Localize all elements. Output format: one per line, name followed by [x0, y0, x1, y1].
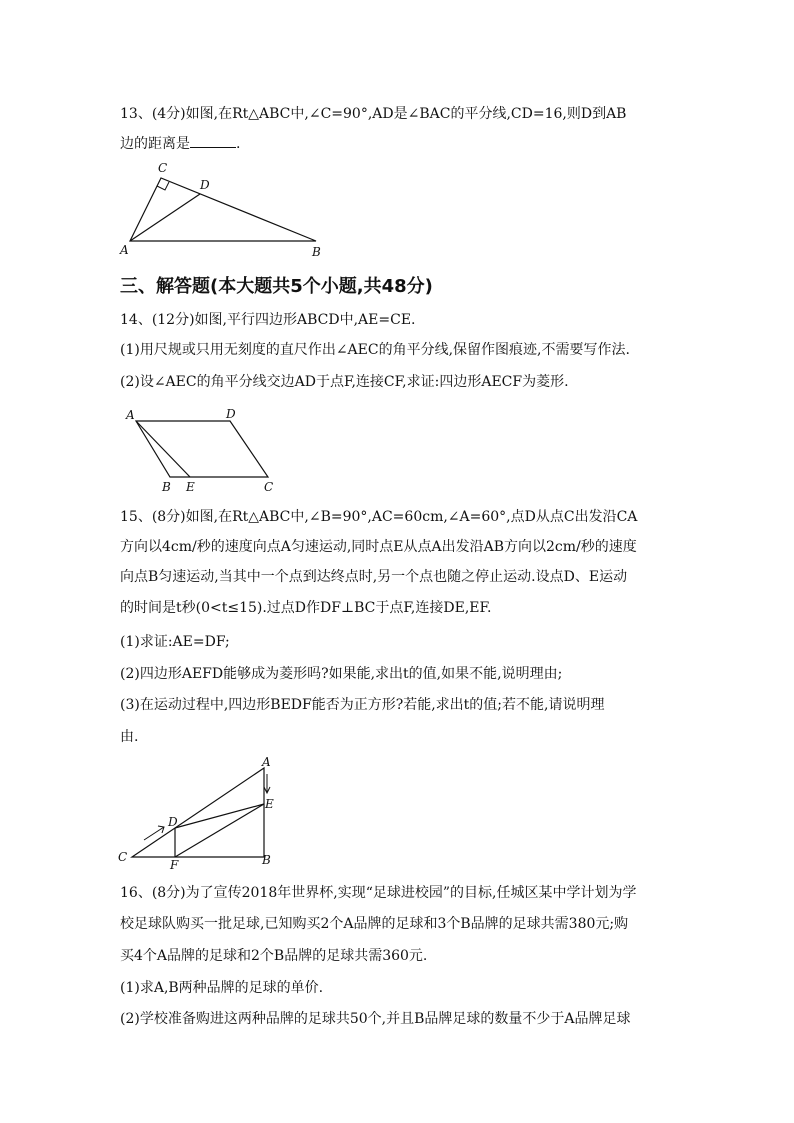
q14-part1: (1)用尺规或只用无刻度的直尺作出∠AEC的角平分线,保留作图痕迹,不需要写作法. [120, 342, 630, 358]
label-C: C [118, 850, 128, 864]
label-C: C [264, 480, 274, 494]
q15-triangle-figure [116, 756, 286, 871]
label-B: B [312, 245, 321, 259]
label-E: E [186, 480, 195, 494]
q15-part1: (1)求证:AE=DF; [120, 634, 230, 650]
q15-line2: 方向以4cm/秒的速度向点A匀速运动,同时点E从点A出发沿AB方向以2cm/秒的速度 [120, 539, 637, 555]
q16-line2: 校足球队购买一批足球,已知购买2个A品牌的足球和3个B品牌的足球共需380元;购 [120, 916, 629, 932]
label-B: B [262, 853, 271, 867]
label-A: A [262, 755, 271, 769]
q15-line4: 的时间是t秒(0<t≤15).过点D作DF⊥BC于点F,连接DE,EF. [120, 600, 492, 616]
q16-line1: 16、(8分)为了宣传2018年世界杯,实现“足球进校园”的目标,任城区某中学计划为学 [120, 885, 637, 901]
q13-line1: 13、(4分)如图,在Rt△ABC中,∠C=90°,AD是∠BAC的平分线,CD=16,则D到AB [120, 106, 627, 122]
label-D: D [168, 815, 178, 829]
label-D: D [226, 407, 236, 421]
q13-triangle-figure [118, 158, 328, 260]
label-C: C [158, 161, 168, 175]
label-F: F [170, 858, 179, 872]
label-A: A [126, 408, 135, 422]
q16-part2: (2)学校准备购进这两种品牌的足球共50个,并且B品牌足球的数量不少于A品牌足球 [120, 1011, 631, 1027]
q14-parallelogram-figure [124, 405, 284, 495]
q13-line2-end: . [236, 136, 241, 152]
answer-blank [190, 133, 236, 148]
section-heading: 三、解答题(本大题共5个小题,共48分) [120, 276, 433, 297]
q16-line3: 买4个A品牌的足球和2个B品牌的足球共需360元. [120, 948, 428, 964]
label-A: A [120, 243, 129, 257]
label-E: E [265, 797, 274, 811]
q15-line1: 15、(8分)如图,在Rt△ABC中,∠B=90°,AC=60cm,∠A=60°,点D从点C出发沿CA [120, 509, 638, 525]
q16-part1: (1)求A,B两种品牌的足球的单价. [120, 980, 324, 996]
q14-stem: 14、(12分)如图,平行四边形ABCD中,AE=CE. [120, 312, 416, 328]
q15-part2: (2)四边形AEFD能够成为菱形吗?如果能,求出t的值,如果不能,说明理由; [120, 666, 563, 682]
q15-line3: 向点B匀速运动,当其中一个点到达终点时,另一个点也随之停止运动.设点D、E运动 [120, 569, 628, 585]
q15-part3-line2: 由. [120, 729, 139, 745]
q13-line2-text: 边的距离是 [120, 136, 190, 152]
q14-part2: (2)设∠AEC的角平分线交边AD于点F,连接CF,求证:四边形AECF为菱形. [120, 374, 569, 390]
q13-line2 [120, 133, 240, 154]
label-B: B [162, 480, 171, 494]
q15-part3-line1: (3)在运动过程中,四边形BEDF能否为正方形?若能,求出t的值;若不能,请说明理 [120, 697, 605, 713]
label-D: D [200, 178, 210, 192]
